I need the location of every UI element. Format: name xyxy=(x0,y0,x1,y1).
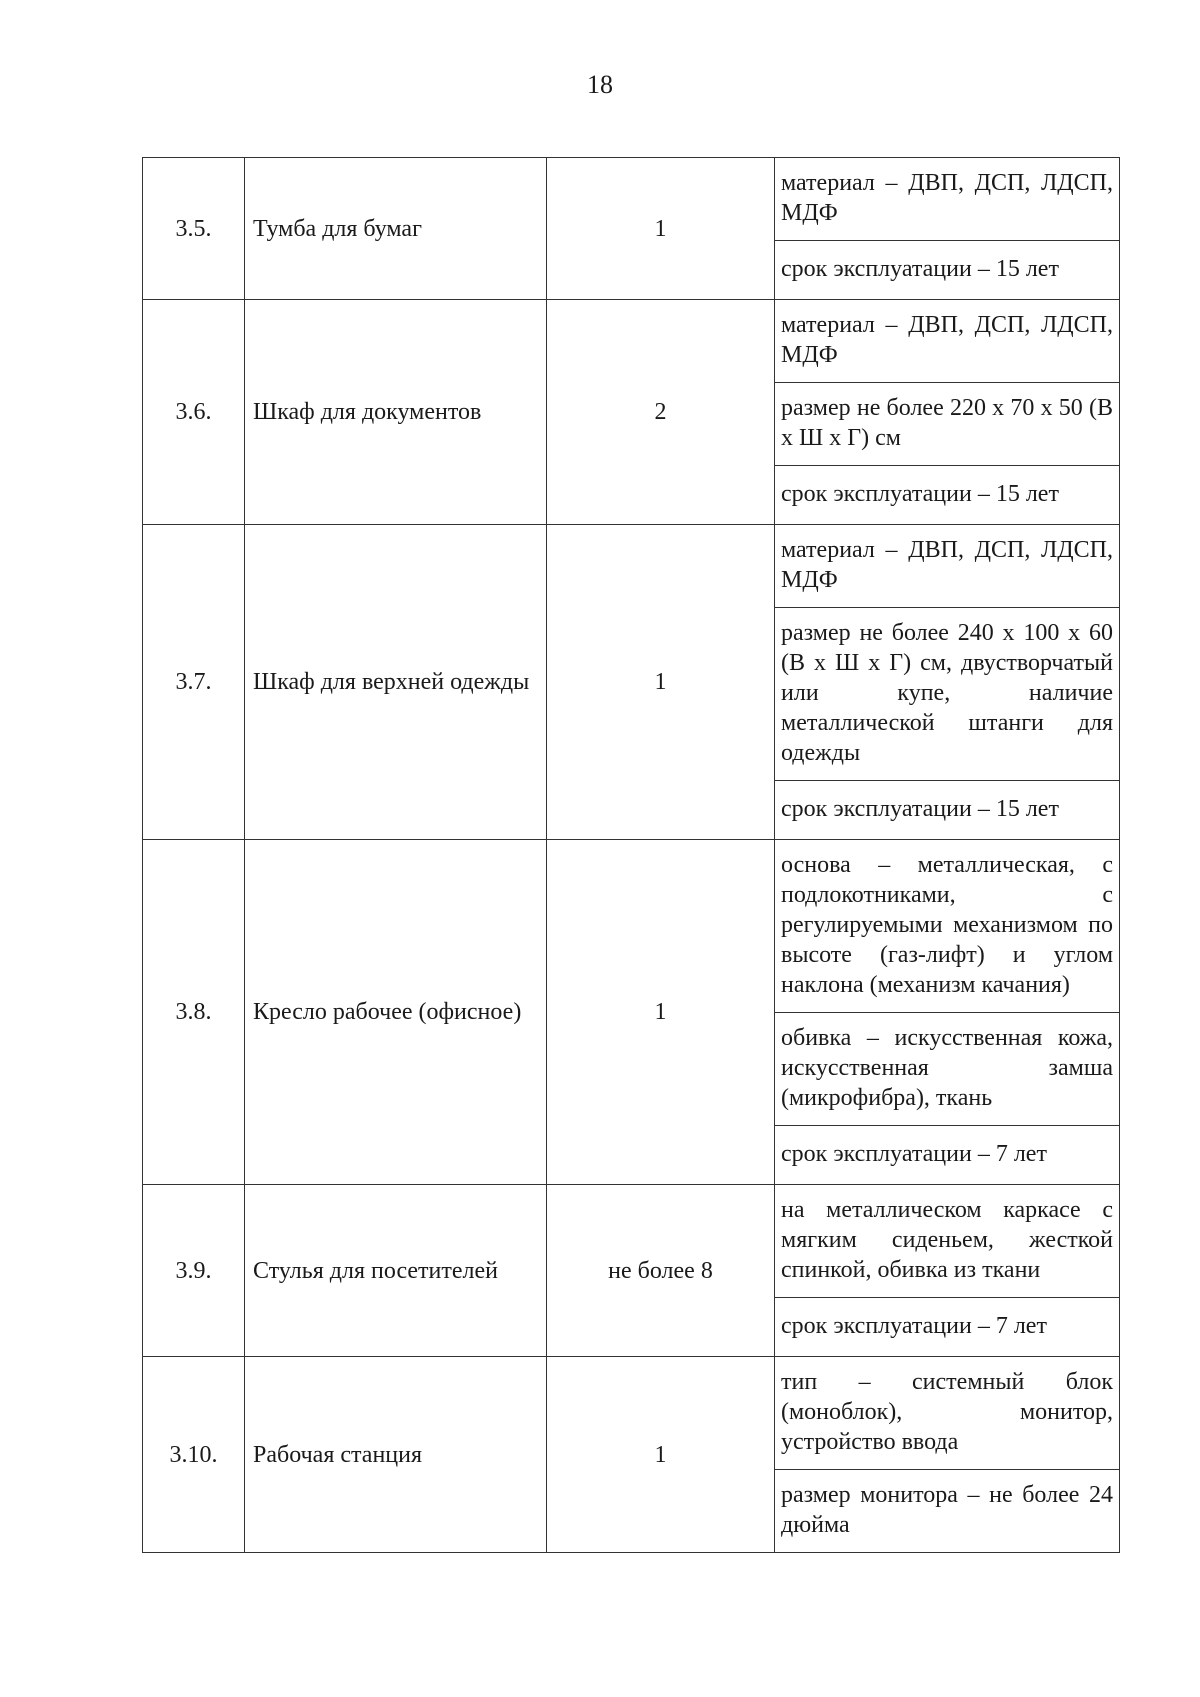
item-name: Рабочая станция xyxy=(245,1357,547,1553)
spec-cell: размер не более 240 х 100 х 60 (В х Ш х Г) см, двустворчатый или купе, наличие металлической штанги для одежды xyxy=(775,608,1120,781)
item-quantity: 1 xyxy=(547,158,775,300)
item-name: Кресло рабочее (офисное) xyxy=(245,840,547,1185)
item-name: Шкаф для верхней одежды xyxy=(245,525,547,840)
page-number: 18 xyxy=(587,70,613,99)
row-number: 3.7. xyxy=(143,525,245,840)
equipment-table xyxy=(142,157,1120,1553)
row-number: 3.5. xyxy=(143,158,245,300)
item-quantity: 1 xyxy=(547,840,775,1185)
item-name: Тумба для бумаг xyxy=(245,158,547,300)
spec-cell: материал – ДВП, ДСП, ЛДСП, МДФ xyxy=(775,525,1120,608)
row-number: 3.6. xyxy=(143,300,245,525)
spec-cell: срок эксплуатации – 7 лет xyxy=(775,1298,1120,1357)
table-row xyxy=(143,1185,1120,1298)
spec-cell: на металлическом каркасе с мягким сиденьем, жесткой спинкой, обивка из ткани xyxy=(775,1185,1120,1298)
table-row xyxy=(143,840,1120,1013)
spec-cell: материал – ДВП, ДСП, ЛДСП, МДФ xyxy=(775,158,1120,241)
spec-cell: основа – металлическая, с подлокотниками, с регулируемыми механизмом по высоте (газ-лифт) и углом наклона (механизм качания) xyxy=(775,840,1120,1013)
spec-cell: обивка – искусственная кожа, искусственная замша (микрофибра), ткань xyxy=(775,1013,1120,1126)
item-quantity: не более 8 xyxy=(547,1185,775,1357)
item-quantity: 2 xyxy=(547,300,775,525)
spec-cell: срок эксплуатации – 7 лет xyxy=(775,1126,1120,1185)
spec-cell: тип – системный блок (моноблок), монитор, устройство ввода xyxy=(775,1357,1120,1470)
table-row xyxy=(143,300,1120,383)
table-row xyxy=(143,1357,1120,1470)
item-quantity: 1 xyxy=(547,525,775,840)
spec-cell: материал – ДВП, ДСП, ЛДСП, МДФ xyxy=(775,300,1120,383)
table-row xyxy=(143,158,1120,241)
spec-cell: размер не более 220 х 70 х 50 (В х Ш х Г) см xyxy=(775,383,1120,466)
row-number: 3.8. xyxy=(143,840,245,1185)
table-row xyxy=(143,525,1120,608)
spec-cell: срок эксплуатации – 15 лет xyxy=(775,781,1120,840)
row-number: 3.10. xyxy=(143,1357,245,1553)
item-name: Стулья для посетителей xyxy=(245,1185,547,1357)
item-quantity: 1 xyxy=(547,1357,775,1553)
row-number: 3.9. xyxy=(143,1185,245,1357)
spec-cell: срок эксплуатации – 15 лет xyxy=(775,466,1120,525)
spec-cell: срок эксплуатации – 15 лет xyxy=(775,241,1120,300)
spec-cell: размер монитора – не более 24 дюйма xyxy=(775,1470,1120,1553)
item-name: Шкаф для документов xyxy=(245,300,547,525)
